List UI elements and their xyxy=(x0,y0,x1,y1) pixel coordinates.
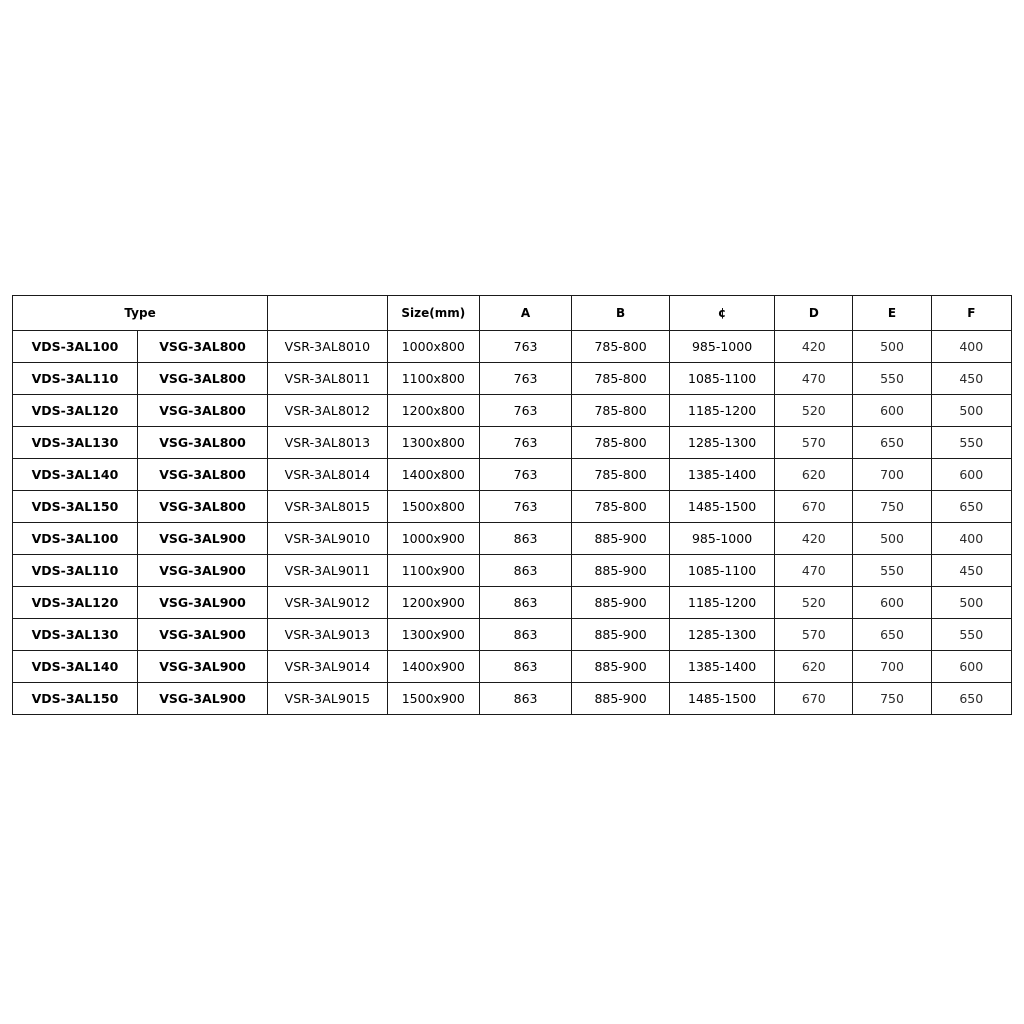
table-row xyxy=(13,363,1012,395)
specification-table xyxy=(12,295,1012,715)
cell-size: 1000x800 xyxy=(387,331,479,363)
column-header-e: E xyxy=(853,296,931,331)
cell-b: 885-900 xyxy=(572,523,670,555)
cell-code: VSR-3AL8015 xyxy=(268,491,387,523)
table-row xyxy=(13,523,1012,555)
cell-c: 1485-1500 xyxy=(669,683,774,715)
cell-b: 885-900 xyxy=(572,619,670,651)
table-row xyxy=(13,683,1012,715)
cell-f: 550 xyxy=(931,619,1011,651)
cell-d: 620 xyxy=(775,459,853,491)
column-header-type: Type xyxy=(13,296,268,331)
specification-table-container xyxy=(12,295,1012,715)
cell-f: 500 xyxy=(931,587,1011,619)
cell-e: 500 xyxy=(853,523,931,555)
cell-c: 1285-1300 xyxy=(669,427,774,459)
cell-e: 550 xyxy=(853,363,931,395)
cell-c: 1185-1200 xyxy=(669,395,774,427)
cell-size: 1500x900 xyxy=(387,683,479,715)
cell-type-secondary: VSG-3AL900 xyxy=(137,555,267,587)
cell-type-primary: VDS-3AL110 xyxy=(13,363,138,395)
column-header-blank xyxy=(268,296,387,331)
cell-c: 1485-1500 xyxy=(669,491,774,523)
cell-f: 400 xyxy=(931,331,1011,363)
column-header-c: ¢ xyxy=(669,296,774,331)
cell-type-primary: VDS-3AL150 xyxy=(13,491,138,523)
column-header-size: Size(mm) xyxy=(387,296,479,331)
cell-f: 650 xyxy=(931,491,1011,523)
cell-d: 520 xyxy=(775,587,853,619)
cell-f: 450 xyxy=(931,363,1011,395)
cell-type-secondary: VSG-3AL800 xyxy=(137,395,267,427)
cell-type-secondary: VSG-3AL800 xyxy=(137,459,267,491)
cell-e: 600 xyxy=(853,395,931,427)
cell-a: 863 xyxy=(479,651,571,683)
cell-b: 885-900 xyxy=(572,683,670,715)
cell-b: 885-900 xyxy=(572,555,670,587)
cell-type-primary: VDS-3AL140 xyxy=(13,459,138,491)
cell-code: VSR-3AL9014 xyxy=(268,651,387,683)
cell-b: 885-900 xyxy=(572,587,670,619)
cell-type-secondary: VSG-3AL800 xyxy=(137,331,267,363)
table-row xyxy=(13,619,1012,651)
table-row xyxy=(13,459,1012,491)
cell-type-primary: VDS-3AL100 xyxy=(13,331,138,363)
cell-code: VSR-3AL9015 xyxy=(268,683,387,715)
column-header-f: F xyxy=(931,296,1011,331)
cell-code: VSR-3AL8012 xyxy=(268,395,387,427)
cell-size: 1000x900 xyxy=(387,523,479,555)
table-header-row xyxy=(13,296,1012,331)
cell-type-primary: VDS-3AL140 xyxy=(13,651,138,683)
cell-type-primary: VDS-3AL110 xyxy=(13,555,138,587)
cell-a: 763 xyxy=(479,491,571,523)
cell-type-primary: VDS-3AL100 xyxy=(13,523,138,555)
cell-e: 650 xyxy=(853,427,931,459)
cell-e: 750 xyxy=(853,683,931,715)
cell-code: VSR-3AL9012 xyxy=(268,587,387,619)
cell-d: 470 xyxy=(775,555,853,587)
cell-e: 650 xyxy=(853,619,931,651)
cell-e: 700 xyxy=(853,459,931,491)
cell-a: 863 xyxy=(479,683,571,715)
cell-size: 1400x900 xyxy=(387,651,479,683)
cell-e: 750 xyxy=(853,491,931,523)
table-row xyxy=(13,555,1012,587)
cell-code: VSR-3AL8011 xyxy=(268,363,387,395)
cell-type-secondary: VSG-3AL900 xyxy=(137,587,267,619)
cell-e: 600 xyxy=(853,587,931,619)
cell-type-primary: VDS-3AL120 xyxy=(13,587,138,619)
cell-code: VSR-3AL9013 xyxy=(268,619,387,651)
cell-type-secondary: VSG-3AL900 xyxy=(137,651,267,683)
column-header-a: A xyxy=(479,296,571,331)
table-row xyxy=(13,491,1012,523)
cell-d: 670 xyxy=(775,683,853,715)
cell-a: 863 xyxy=(479,619,571,651)
cell-b: 785-800 xyxy=(572,427,670,459)
cell-d: 570 xyxy=(775,427,853,459)
cell-type-primary: VDS-3AL150 xyxy=(13,683,138,715)
column-header-b: B xyxy=(572,296,670,331)
cell-size: 1300x900 xyxy=(387,619,479,651)
cell-type-secondary: VSG-3AL900 xyxy=(137,523,267,555)
cell-a: 863 xyxy=(479,587,571,619)
cell-type-secondary: VSG-3AL800 xyxy=(137,363,267,395)
cell-a: 763 xyxy=(479,331,571,363)
column-header-d: D xyxy=(775,296,853,331)
cell-b: 785-800 xyxy=(572,395,670,427)
cell-size: 1400x800 xyxy=(387,459,479,491)
cell-type-secondary: VSG-3AL900 xyxy=(137,619,267,651)
cell-a: 763 xyxy=(479,363,571,395)
cell-type-primary: VDS-3AL120 xyxy=(13,395,138,427)
cell-type-secondary: VSG-3AL800 xyxy=(137,491,267,523)
cell-type-secondary: VSG-3AL900 xyxy=(137,683,267,715)
cell-a: 863 xyxy=(479,523,571,555)
cell-f: 600 xyxy=(931,459,1011,491)
cell-f: 450 xyxy=(931,555,1011,587)
cell-c: 1085-1100 xyxy=(669,363,774,395)
cell-size: 1100x800 xyxy=(387,363,479,395)
cell-f: 650 xyxy=(931,683,1011,715)
cell-type-primary: VDS-3AL130 xyxy=(13,427,138,459)
table-row xyxy=(13,587,1012,619)
cell-b: 785-800 xyxy=(572,363,670,395)
cell-code: VSR-3AL9010 xyxy=(268,523,387,555)
cell-b: 785-800 xyxy=(572,491,670,523)
cell-e: 700 xyxy=(853,651,931,683)
cell-a: 763 xyxy=(479,459,571,491)
cell-b: 785-800 xyxy=(572,331,670,363)
table-row xyxy=(13,651,1012,683)
cell-c: 1185-1200 xyxy=(669,587,774,619)
cell-size: 1200x800 xyxy=(387,395,479,427)
cell-a: 863 xyxy=(479,555,571,587)
cell-a: 763 xyxy=(479,427,571,459)
cell-code: VSR-3AL8010 xyxy=(268,331,387,363)
cell-size: 1200x900 xyxy=(387,587,479,619)
cell-c: 1385-1400 xyxy=(669,651,774,683)
table-row xyxy=(13,331,1012,363)
cell-b: 885-900 xyxy=(572,651,670,683)
cell-d: 620 xyxy=(775,651,853,683)
cell-type-primary: VDS-3AL130 xyxy=(13,619,138,651)
table-row xyxy=(13,427,1012,459)
cell-code: VSR-3AL9011 xyxy=(268,555,387,587)
cell-c: 1285-1300 xyxy=(669,619,774,651)
cell-type-secondary: VSG-3AL800 xyxy=(137,427,267,459)
cell-code: VSR-3AL8013 xyxy=(268,427,387,459)
cell-size: 1100x900 xyxy=(387,555,479,587)
cell-size: 1500x800 xyxy=(387,491,479,523)
cell-f: 600 xyxy=(931,651,1011,683)
cell-f: 500 xyxy=(931,395,1011,427)
cell-c: 985-1000 xyxy=(669,523,774,555)
cell-d: 670 xyxy=(775,491,853,523)
cell-b: 785-800 xyxy=(572,459,670,491)
table-row xyxy=(13,395,1012,427)
cell-e: 550 xyxy=(853,555,931,587)
cell-d: 420 xyxy=(775,523,853,555)
cell-d: 570 xyxy=(775,619,853,651)
cell-c: 1385-1400 xyxy=(669,459,774,491)
cell-code: VSR-3AL8014 xyxy=(268,459,387,491)
cell-c: 985-1000 xyxy=(669,331,774,363)
cell-d: 520 xyxy=(775,395,853,427)
cell-e: 500 xyxy=(853,331,931,363)
cell-a: 763 xyxy=(479,395,571,427)
cell-c: 1085-1100 xyxy=(669,555,774,587)
cell-f: 550 xyxy=(931,427,1011,459)
cell-f: 400 xyxy=(931,523,1011,555)
cell-d: 420 xyxy=(775,331,853,363)
cell-d: 470 xyxy=(775,363,853,395)
cell-size: 1300x800 xyxy=(387,427,479,459)
